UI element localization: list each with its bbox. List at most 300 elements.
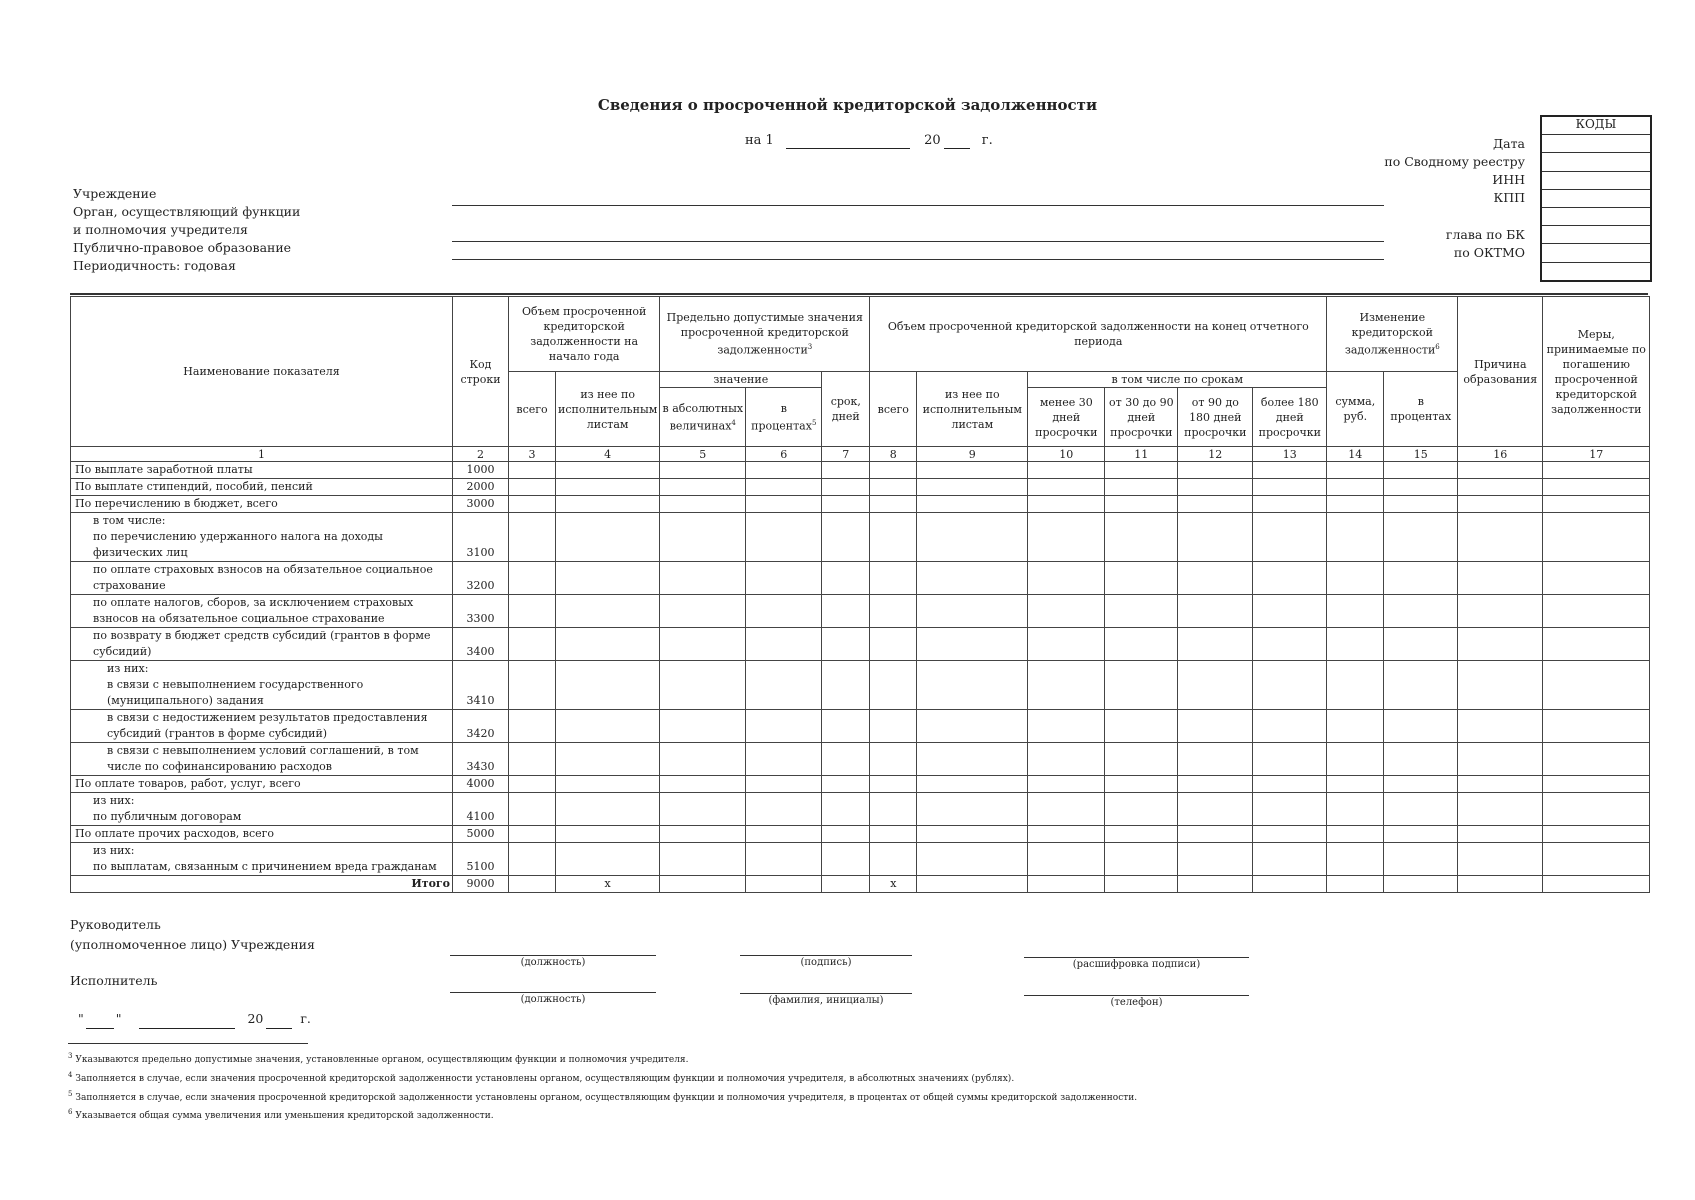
institution-field[interactable]: [452, 205, 1384, 206]
cell-col-9[interactable]: [917, 661, 1028, 710]
cell-col-13[interactable]: [1253, 843, 1327, 876]
footnote-3-text: Указываются предельно допустимые значения, установленные органом, осуществляющим функции и полномочия учредителя.: [75, 1055, 689, 1065]
cell-col-9[interactable]: [917, 513, 1028, 562]
code-cell-inn[interactable]: [1542, 172, 1650, 190]
cell-col-6[interactable]: [746, 843, 822, 876]
th-ve-total: всего: [870, 372, 917, 447]
cell-col-4[interactable]: [556, 462, 660, 479]
cell-col-12[interactable]: [1178, 826, 1253, 843]
date-day-month-field[interactable]: [786, 133, 910, 149]
footnote-divider: [68, 1043, 308, 1044]
cell-col-4[interactable]: [556, 562, 660, 595]
cell-col-10[interactable]: [1028, 462, 1105, 479]
total-cell-col-3[interactable]: [509, 876, 556, 893]
cell-col-14[interactable]: [1327, 628, 1384, 661]
cell-col-11[interactable]: [1105, 479, 1178, 496]
cell-col-11[interactable]: [1105, 562, 1178, 595]
row-name-line: страхование: [93, 579, 166, 592]
cell-col-16[interactable]: [1458, 776, 1543, 793]
cell-col-17[interactable]: [1543, 462, 1650, 479]
cell-col-6[interactable]: [746, 826, 822, 843]
cell-col-16[interactable]: [1458, 496, 1543, 513]
row-name: [71, 595, 453, 628]
cell-col-6[interactable]: [746, 793, 822, 826]
cell-col-10[interactable]: [1028, 776, 1105, 793]
cell-col-13[interactable]: [1253, 776, 1327, 793]
cell-col-5[interactable]: [660, 843, 746, 876]
cell-col-16[interactable]: [1458, 628, 1543, 661]
cell-col-10[interactable]: [1028, 496, 1105, 513]
cell-col-7[interactable]: [822, 628, 870, 661]
cell-col-8[interactable]: [870, 826, 917, 843]
cell-col-11[interactable]: [1105, 628, 1178, 661]
cell-col-6[interactable]: [746, 479, 822, 496]
total-cell-col-10[interactable]: [1028, 876, 1105, 893]
cell-col-7[interactable]: [822, 479, 870, 496]
cell-col-16[interactable]: [1458, 479, 1543, 496]
cell-col-16[interactable]: [1458, 661, 1543, 710]
cell-col-12[interactable]: [1178, 843, 1253, 876]
cell-col-5[interactable]: [660, 462, 746, 479]
cell-col-4[interactable]: [556, 628, 660, 661]
cell-col-12[interactable]: [1178, 562, 1253, 595]
cell-col-10[interactable]: [1028, 843, 1105, 876]
cell-col-3[interactable]: [509, 562, 556, 595]
cell-col-8[interactable]: [870, 513, 917, 562]
cell-col-7[interactable]: [822, 595, 870, 628]
cell-col-6[interactable]: [746, 513, 822, 562]
executor-position-field[interactable]: [450, 992, 656, 993]
cell-col-15[interactable]: [1384, 793, 1458, 826]
cell-col-8[interactable]: [870, 776, 917, 793]
cell-col-6[interactable]: [746, 562, 822, 595]
code-label-inn: ИНН: [1492, 172, 1525, 187]
cell-col-17[interactable]: [1543, 776, 1650, 793]
code-cell-kpp[interactable]: [1542, 190, 1650, 208]
cell-col-16[interactable]: [1458, 562, 1543, 595]
row-name-line: числе по софинансированию расходов: [107, 760, 332, 773]
cell-col-5[interactable]: [660, 661, 746, 710]
cell-col-13[interactable]: [1253, 628, 1327, 661]
cell-col-14[interactable]: [1327, 776, 1384, 793]
executor-phone-field[interactable]: [1024, 995, 1249, 996]
cell-col-5[interactable]: [660, 562, 746, 595]
cell-col-17[interactable]: [1543, 595, 1650, 628]
cell-col-14[interactable]: [1327, 710, 1384, 743]
cell-col-3[interactable]: [509, 661, 556, 710]
sign-date-day-field[interactable]: [86, 1010, 114, 1029]
cell-col-8[interactable]: [870, 462, 917, 479]
cell-col-5[interactable]: [660, 710, 746, 743]
cell-col-3[interactable]: [509, 710, 556, 743]
total-cell-col-16[interactable]: [1458, 876, 1543, 893]
col-number-11: 11: [1105, 447, 1178, 462]
cell-col-11[interactable]: [1105, 513, 1178, 562]
table-row: [71, 496, 1650, 513]
cell-col-5[interactable]: [660, 496, 746, 513]
th-vs-total: всего: [509, 372, 556, 447]
cell-col-16[interactable]: [1458, 793, 1543, 826]
cell-col-15[interactable]: [1384, 826, 1458, 843]
cell-col-6[interactable]: [746, 628, 822, 661]
cell-col-11[interactable]: [1105, 826, 1178, 843]
cell-col-15[interactable]: [1384, 562, 1458, 595]
cell-col-15[interactable]: [1384, 479, 1458, 496]
cell-col-17[interactable]: [1543, 496, 1650, 513]
row-name-line: из них:: [93, 794, 135, 807]
cell-col-10[interactable]: [1028, 661, 1105, 710]
cell-col-7[interactable]: [822, 710, 870, 743]
footnote-6-num: 6: [68, 1108, 73, 1116]
cell-col-3[interactable]: [509, 843, 556, 876]
cell-col-10[interactable]: [1028, 826, 1105, 843]
cell-col-15[interactable]: [1384, 843, 1458, 876]
cell-col-14[interactable]: [1327, 562, 1384, 595]
cell-col-8[interactable]: [870, 710, 917, 743]
public-entity-field[interactable]: [452, 259, 1384, 260]
cell-col-9[interactable]: [917, 826, 1028, 843]
cell-col-8[interactable]: [870, 595, 917, 628]
code-cell-registry[interactable]: [1542, 153, 1650, 171]
row-name: [71, 661, 453, 710]
cell-col-7[interactable]: [822, 776, 870, 793]
cell-col-13[interactable]: [1253, 661, 1327, 710]
cell-col-12[interactable]: [1178, 710, 1253, 743]
cell-col-11[interactable]: [1105, 843, 1178, 876]
cell-col-9[interactable]: [917, 628, 1028, 661]
table-row: [71, 513, 1650, 562]
cell-col-3[interactable]: [509, 776, 556, 793]
cell-col-7[interactable]: [822, 462, 870, 479]
org-label-periodicity: Периодичность: годовая: [73, 258, 236, 273]
table-row: [71, 562, 1650, 595]
cell-col-15[interactable]: [1384, 661, 1458, 710]
cell-col-7[interactable]: [822, 496, 870, 513]
head-decode-field[interactable]: [1024, 957, 1249, 958]
cell-col-14[interactable]: [1327, 743, 1384, 776]
cell-col-3[interactable]: [509, 743, 556, 776]
cell-col-13[interactable]: [1253, 562, 1327, 595]
total-cell-col-6[interactable]: [746, 876, 822, 893]
cell-col-13[interactable]: [1253, 793, 1327, 826]
cell-col-9[interactable]: [917, 496, 1028, 513]
cell-col-3[interactable]: [509, 628, 556, 661]
cell-col-11[interactable]: [1105, 595, 1178, 628]
cell-col-8[interactable]: [870, 562, 917, 595]
cell-col-12[interactable]: [1178, 628, 1253, 661]
cell-col-9[interactable]: [917, 710, 1028, 743]
total-cell-col-5[interactable]: [660, 876, 746, 893]
cell-col-11[interactable]: [1105, 776, 1178, 793]
cell-col-11[interactable]: [1105, 710, 1178, 743]
cell-col-11[interactable]: [1105, 462, 1178, 479]
code-cell-period[interactable]: [1542, 263, 1650, 280]
th-abs-text: в абсолютных величинах: [662, 401, 744, 433]
row-name: [71, 793, 453, 826]
cell-col-14[interactable]: [1327, 843, 1384, 876]
cell-col-5[interactable]: [660, 628, 746, 661]
executor-name-field[interactable]: [740, 993, 912, 994]
cell-col-14[interactable]: [1327, 595, 1384, 628]
col-number-17: 17: [1543, 447, 1650, 462]
cell-col-7[interactable]: [822, 793, 870, 826]
cell-col-8[interactable]: [870, 496, 917, 513]
cell-col-8[interactable]: [870, 628, 917, 661]
cell-col-3[interactable]: [509, 595, 556, 628]
cell-col-9[interactable]: [917, 462, 1028, 479]
th-pct-text: в процентах: [751, 401, 812, 433]
row-code: 1000: [453, 462, 509, 479]
row-name-line: по оплате налогов, сборов, за исключением страховых: [93, 596, 414, 609]
cell-col-8[interactable]: [870, 743, 917, 776]
cell-col-3[interactable]: [509, 479, 556, 496]
cell-col-17[interactable]: [1543, 826, 1650, 843]
cell-col-5[interactable]: [660, 793, 746, 826]
cell-col-17[interactable]: [1543, 479, 1650, 496]
cell-col-11[interactable]: [1105, 496, 1178, 513]
cell-col-14[interactable]: [1327, 479, 1384, 496]
row-name: [71, 843, 453, 876]
total-cell-col-15[interactable]: [1384, 876, 1458, 893]
cell-col-9[interactable]: [917, 843, 1028, 876]
cell-col-7[interactable]: [822, 843, 870, 876]
cell-col-16[interactable]: [1458, 743, 1543, 776]
cell-col-15[interactable]: [1384, 595, 1458, 628]
cell-col-3[interactable]: [509, 793, 556, 826]
cell-col-6[interactable]: [746, 776, 822, 793]
cell-col-13[interactable]: [1253, 743, 1327, 776]
cell-col-11[interactable]: [1105, 661, 1178, 710]
footnote-3-num: 3: [68, 1052, 73, 1060]
cell-col-12[interactable]: [1178, 661, 1253, 710]
cell-col-14[interactable]: [1327, 496, 1384, 513]
cell-col-14[interactable]: [1327, 826, 1384, 843]
cell-col-16[interactable]: [1458, 513, 1543, 562]
cell-col-12[interactable]: [1178, 513, 1253, 562]
cell-col-10[interactable]: [1028, 595, 1105, 628]
cell-col-13[interactable]: [1253, 710, 1327, 743]
total-cell-col-14[interactable]: [1327, 876, 1384, 893]
cell-col-17[interactable]: [1543, 628, 1650, 661]
head-signature-field[interactable]: [740, 955, 912, 956]
code-cell-bk[interactable]: [1542, 226, 1650, 244]
codes-box: [1540, 115, 1652, 282]
total-cell-col-17[interactable]: [1543, 876, 1650, 893]
cell-col-5[interactable]: [660, 595, 746, 628]
cell-col-7[interactable]: [822, 743, 870, 776]
cell-col-5[interactable]: [660, 826, 746, 843]
cell-col-13[interactable]: [1253, 479, 1327, 496]
head-label-1: Руководитель: [70, 917, 161, 932]
col-number-3: 3: [509, 447, 556, 462]
row-name-line: По оплате товаров, работ, услуг, всего: [75, 777, 301, 790]
cell-col-17[interactable]: [1543, 562, 1650, 595]
cell-col-11[interactable]: [1105, 793, 1178, 826]
total-cell-col-9[interactable]: [917, 876, 1028, 893]
cell-col-4[interactable]: [556, 513, 660, 562]
date-year-field[interactable]: [944, 133, 970, 149]
cell-col-6[interactable]: [746, 661, 822, 710]
sign-date-month-field[interactable]: [139, 1010, 235, 1029]
table-body: [71, 462, 1650, 893]
code-label-bk: глава по БК: [1445, 227, 1525, 242]
col-number-5: 5: [660, 447, 746, 462]
cell-col-4[interactable]: [556, 826, 660, 843]
cell-col-7[interactable]: [822, 513, 870, 562]
cell-col-17[interactable]: [1543, 843, 1650, 876]
cell-col-13[interactable]: [1253, 513, 1327, 562]
row-name-line: взносов на обязательное социальное страхование: [93, 612, 385, 625]
cell-col-7[interactable]: [822, 661, 870, 710]
sign-date-year-field[interactable]: [266, 1010, 292, 1029]
cell-col-12[interactable]: [1178, 776, 1253, 793]
total-row: [71, 876, 1650, 893]
cell-col-16[interactable]: [1458, 843, 1543, 876]
cell-col-16[interactable]: [1458, 710, 1543, 743]
cell-col-9[interactable]: [917, 595, 1028, 628]
th-change: [1327, 297, 1458, 372]
total-cell-col-7[interactable]: [822, 876, 870, 893]
th-pct2: в процентах: [1384, 372, 1458, 447]
cell-col-15[interactable]: [1384, 462, 1458, 479]
head-position-field[interactable]: [450, 955, 656, 956]
cell-col-16[interactable]: [1458, 462, 1543, 479]
footnote-5-text: Заполняется в случае, если значения просроченной кредиторской задолженности установлены органом, осуществляющим функции и полномочия учредителя, в процентах от общей суммы кредиторской задолженности.: [75, 1093, 1138, 1103]
cell-col-8[interactable]: [870, 661, 917, 710]
cell-col-4[interactable]: [556, 710, 660, 743]
row-name: [71, 776, 453, 793]
cell-col-10[interactable]: [1028, 743, 1105, 776]
table-row: [71, 462, 1650, 479]
cell-col-6[interactable]: [746, 595, 822, 628]
cell-col-3[interactable]: [509, 496, 556, 513]
cell-col-6[interactable]: [746, 496, 822, 513]
code-cell-oktmo[interactable]: [1542, 244, 1650, 262]
total-cell-col-12[interactable]: [1178, 876, 1253, 893]
cell-col-5[interactable]: [660, 743, 746, 776]
cell-col-13[interactable]: [1253, 595, 1327, 628]
cell-col-13[interactable]: [1253, 496, 1327, 513]
cell-col-15[interactable]: [1384, 513, 1458, 562]
cell-col-9[interactable]: [917, 793, 1028, 826]
cell-col-12[interactable]: [1178, 743, 1253, 776]
cell-col-14[interactable]: [1327, 793, 1384, 826]
cell-col-14[interactable]: [1327, 462, 1384, 479]
cell-col-12[interactable]: [1178, 793, 1253, 826]
cell-col-8[interactable]: [870, 479, 917, 496]
cell-col-4[interactable]: [556, 843, 660, 876]
row-name: [71, 513, 453, 562]
row-name: [71, 743, 453, 776]
table-row: [71, 479, 1650, 496]
cell-col-4[interactable]: [556, 793, 660, 826]
row-code: 4000: [453, 776, 509, 793]
cell-col-16[interactable]: [1458, 826, 1543, 843]
cell-col-10[interactable]: [1028, 479, 1105, 496]
th-gt180: более 180 дней просрочки: [1253, 388, 1327, 447]
cell-col-17[interactable]: [1543, 661, 1650, 710]
cell-col-6[interactable]: [746, 743, 822, 776]
cell-col-5[interactable]: [660, 479, 746, 496]
cell-col-8[interactable]: [870, 793, 917, 826]
total-cell-col-13[interactable]: [1253, 876, 1327, 893]
cell-col-3[interactable]: [509, 513, 556, 562]
cell-col-10[interactable]: [1028, 513, 1105, 562]
col-number-16: 16: [1458, 447, 1543, 462]
row-name-line: по выплатам, связанным с причинением вреда гражданам: [93, 860, 437, 873]
cell-col-10[interactable]: [1028, 710, 1105, 743]
th-lt30: менее 30 дней просрочки: [1028, 388, 1105, 447]
cell-col-6[interactable]: [746, 710, 822, 743]
cell-col-10[interactable]: [1028, 793, 1105, 826]
cell-col-10[interactable]: [1028, 562, 1105, 595]
total-cell-col-11[interactable]: [1105, 876, 1178, 893]
row-name-line: По перечислению в бюджет, всего: [75, 497, 278, 510]
cell-col-10[interactable]: [1028, 628, 1105, 661]
cell-col-13[interactable]: [1253, 826, 1327, 843]
cell-col-4[interactable]: [556, 743, 660, 776]
cell-col-5[interactable]: [660, 776, 746, 793]
cell-col-4[interactable]: [556, 496, 660, 513]
cell-col-3[interactable]: [509, 462, 556, 479]
cell-col-12[interactable]: [1178, 462, 1253, 479]
cell-col-15[interactable]: [1384, 743, 1458, 776]
row-name-line: из них:: [93, 844, 135, 857]
cell-col-5[interactable]: [660, 513, 746, 562]
cell-col-4[interactable]: [556, 661, 660, 710]
cell-col-14[interactable]: [1327, 513, 1384, 562]
cell-col-7[interactable]: [822, 826, 870, 843]
cell-col-16[interactable]: [1458, 595, 1543, 628]
cell-col-7[interactable]: [822, 562, 870, 595]
cell-col-9[interactable]: [917, 776, 1028, 793]
cell-col-8[interactable]: [870, 843, 917, 876]
cell-col-12[interactable]: [1178, 595, 1253, 628]
cell-col-4[interactable]: [556, 595, 660, 628]
cell-col-9[interactable]: [917, 479, 1028, 496]
col-number-2: 2: [453, 447, 509, 462]
report-date-line: [745, 133, 993, 149]
code-cell-empty[interactable]: [1542, 208, 1650, 226]
cell-col-4[interactable]: [556, 776, 660, 793]
cell-col-12[interactable]: [1178, 479, 1253, 496]
cell-col-12[interactable]: [1178, 496, 1253, 513]
cell-col-9[interactable]: [917, 562, 1028, 595]
page-title: Сведения о просроченной кредиторской задолженности: [597, 96, 1098, 114]
cell-col-17[interactable]: [1543, 710, 1650, 743]
row-code: 4100: [453, 793, 509, 826]
th-limit: [660, 297, 870, 372]
cell-col-17[interactable]: [1543, 513, 1650, 562]
head-position-caption: (должность): [520, 957, 586, 968]
founder-field[interactable]: [452, 241, 1384, 242]
cell-col-14[interactable]: [1327, 661, 1384, 710]
cell-col-17[interactable]: [1543, 793, 1650, 826]
cell-col-15[interactable]: [1384, 628, 1458, 661]
cell-col-4[interactable]: [556, 479, 660, 496]
cell-col-17[interactable]: [1543, 743, 1650, 776]
cell-col-15[interactable]: [1384, 710, 1458, 743]
cell-col-3[interactable]: [509, 826, 556, 843]
cell-col-13[interactable]: [1253, 462, 1327, 479]
code-cell-date[interactable]: [1542, 135, 1650, 153]
cell-col-15[interactable]: [1384, 496, 1458, 513]
cell-col-11[interactable]: [1105, 743, 1178, 776]
cell-col-15[interactable]: [1384, 776, 1458, 793]
cell-col-6[interactable]: [746, 462, 822, 479]
sign-date-line: [78, 1010, 311, 1029]
cell-col-9[interactable]: [917, 743, 1028, 776]
